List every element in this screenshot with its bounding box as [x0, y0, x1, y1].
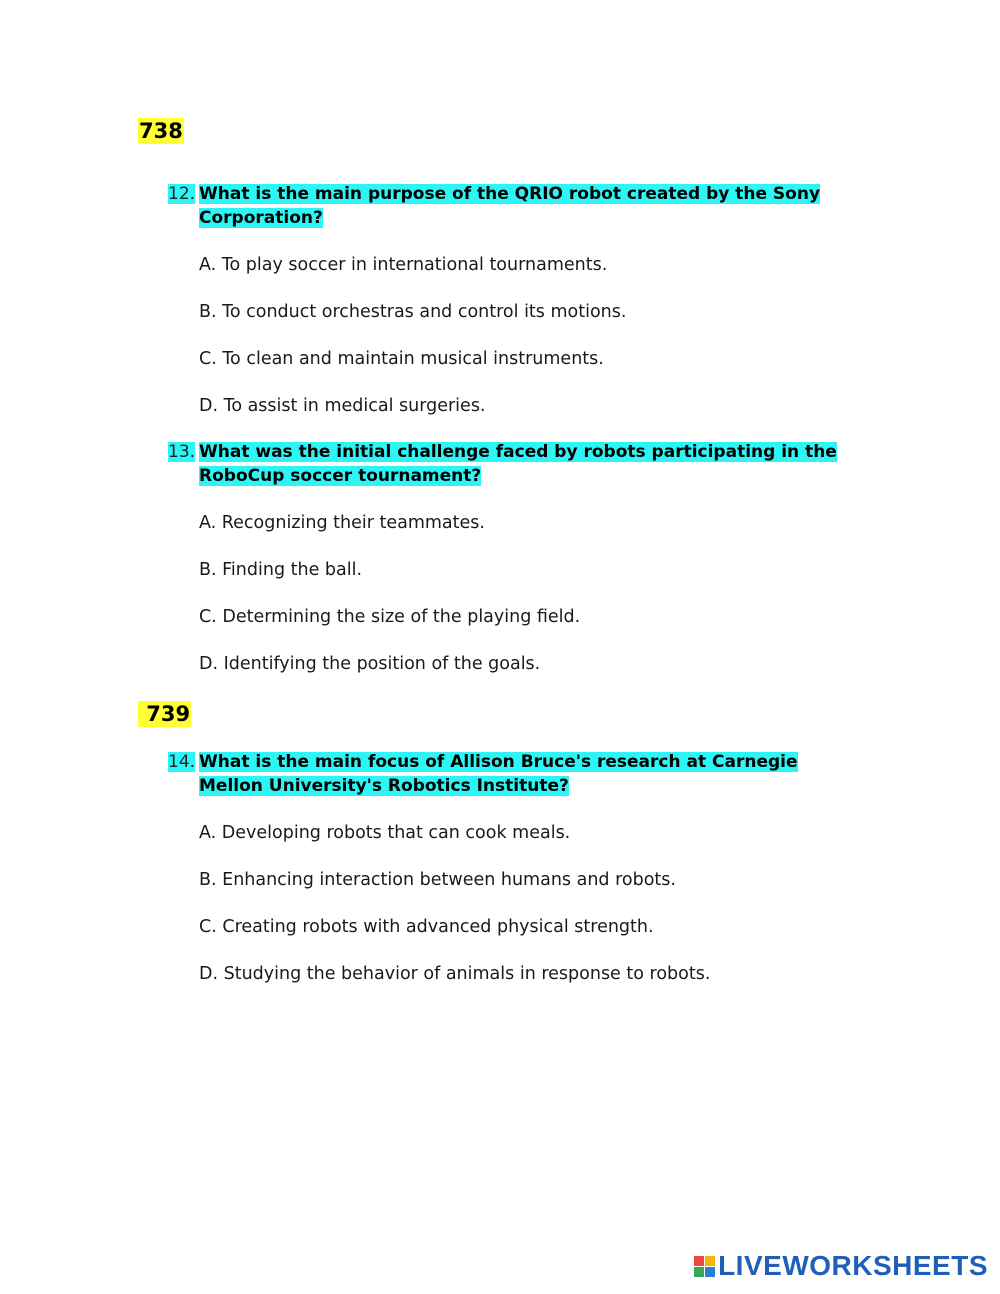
question-number: 13.	[168, 442, 196, 462]
option-b[interactable]: B. Enhancing interaction between humans and robots.	[199, 870, 676, 890]
option-c[interactable]: C. To clean and maintain musical instruments.	[199, 349, 604, 369]
logo-square	[694, 1256, 704, 1266]
option-c[interactable]: C. Creating robots with advanced physical strength.	[199, 917, 654, 937]
brand-name: LIVEWORKSHEETS	[718, 1250, 988, 1281]
logo-square	[705, 1256, 715, 1266]
page-number-739: 739	[139, 702, 191, 726]
logo-square	[694, 1267, 704, 1277]
option-a[interactable]: A. Developing robots that can cook meals.	[199, 823, 571, 843]
option-d[interactable]: D. Identifying the position of the goals.	[199, 654, 541, 674]
logo-square	[705, 1267, 715, 1277]
question-number: 12.	[168, 184, 196, 204]
option-d[interactable]: D. Studying the behavior of animals in response to robots.	[199, 964, 711, 984]
option-b[interactable]: B. Finding the ball.	[199, 560, 363, 580]
answer-options	[168, 511, 868, 676]
question-13	[168, 440, 868, 676]
question-text: What is the main purpose of the QRIO robot created by the Sony Corporation?	[199, 184, 821, 228]
option-a[interactable]: A. Recognizing their teammates.	[199, 513, 485, 533]
answer-options	[168, 253, 868, 418]
answer-options	[168, 821, 868, 986]
page-number-738: 738	[139, 119, 183, 143]
question-14	[168, 750, 868, 986]
liveworksheets-logo-icon	[694, 1256, 715, 1277]
question-text: What was the initial challenge faced by robots participating in the RoboCup soccer tournament?	[199, 442, 837, 486]
option-c[interactable]: C. Determining the size of the playing field.	[199, 607, 581, 627]
question-number: 14.	[168, 752, 196, 772]
option-d[interactable]: D. To assist in medical surgeries.	[199, 396, 486, 416]
liveworksheets-brand[interactable]	[694, 1250, 988, 1282]
option-a[interactable]: A. To play soccer in international tournaments.	[199, 255, 608, 275]
question-12	[168, 182, 868, 418]
option-b[interactable]: B. To conduct orchestras and control its motions.	[199, 302, 627, 322]
question-text: What is the main focus of Allison Bruce's research at Carnegie Mellon University's Robotics Institute?	[199, 752, 798, 796]
